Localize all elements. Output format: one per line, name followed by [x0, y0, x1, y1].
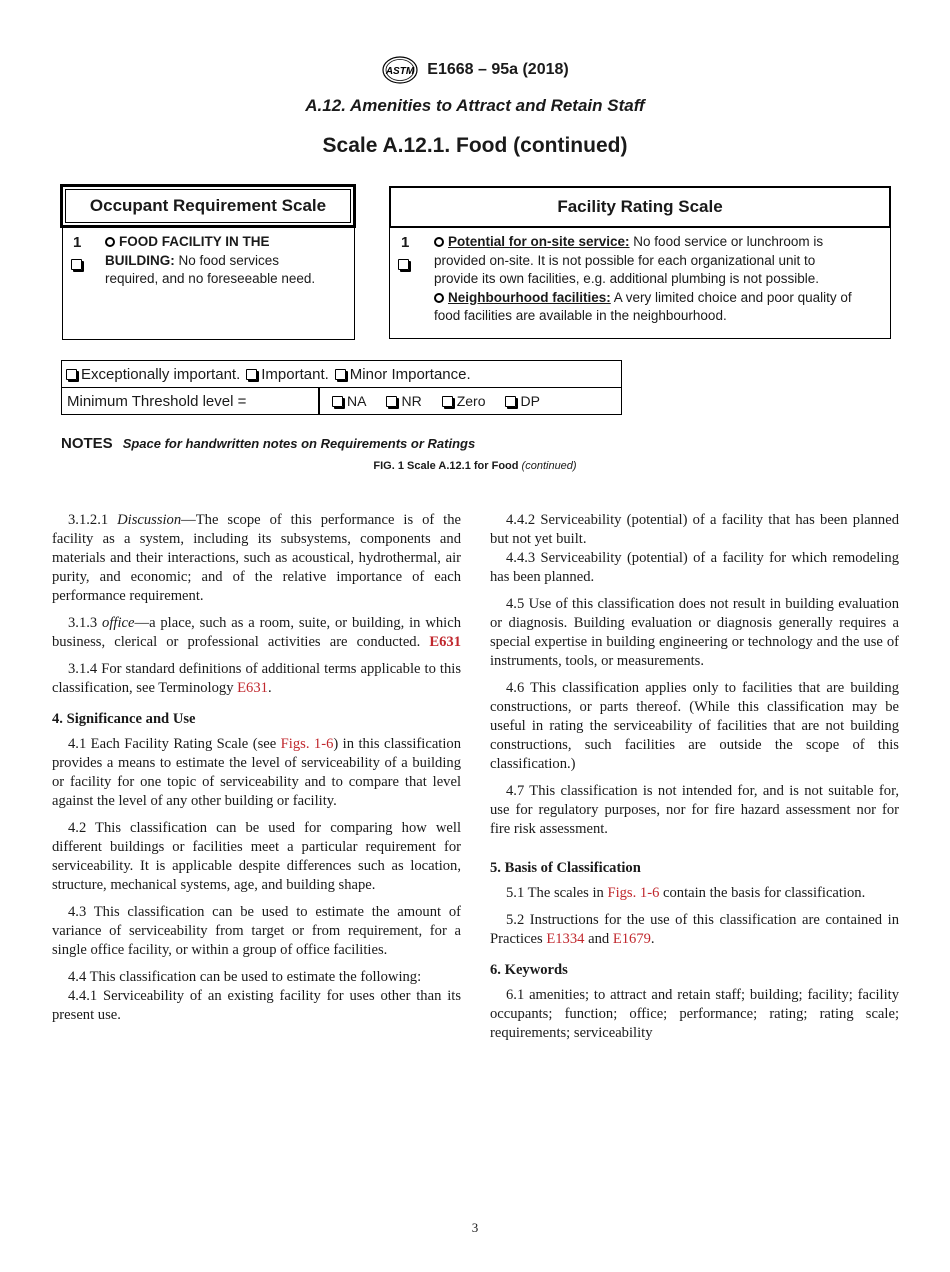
right-column — [490, 511, 899, 1051]
section-title: A.12. Amenities to Attract and Retain Staff — [305, 96, 645, 115]
ref-figs-link-2[interactable]: Figs. 1-6 — [607, 885, 660, 901]
astm-logo-icon — [381, 55, 419, 85]
ref-e1334-link[interactable]: E1334 — [546, 931, 585, 947]
facility-items — [434, 233, 886, 326]
checkbox-icon — [66, 369, 77, 380]
para-3-1-2-1: 3.1.2.1 Discussion—The scope of this performance is of the facility as a system, including its subsystems, components and materials and their interactions, such as acoustical, hydrothermal, air purity, and economic; and of the relative importance of each performance requirement. — [52, 512, 462, 604]
scale-title: Scale A.12.1. Food (continued) — [322, 134, 628, 157]
facility-item1-text: No food service or lunchroom is — [629, 234, 824, 249]
facility-item1-line2: provided on-site. It is not possible for each organizational unit to — [434, 252, 816, 268]
occupant-level-checkbox[interactable] — [71, 256, 82, 274]
figure-caption: FIG. 1 Scale A.12.1 for Food (continued) — [373, 460, 577, 472]
svg-text:ASTM: ASTM — [386, 66, 415, 77]
left-column — [52, 511, 461, 1033]
para-4-4-3: 4.4.3 Serviceability (potential) of a facility for which remodeling has been planned. — [490, 550, 899, 585]
checkbox-icon — [332, 396, 343, 407]
para-4-4-1: 4.4.1 Serviceability of an existing facility for uses other than its present use. — [52, 988, 461, 1023]
facility-item1-line3: provide its own facilities, e.g. additional plumbing is not possible. — [434, 271, 819, 286]
threshold-label: Minimum Threshold level = — [67, 393, 247, 410]
facility-level-checkbox[interactable] — [398, 256, 409, 274]
importance-exceptional[interactable]: Exceptionally important. — [66, 366, 240, 383]
occupant-item-title: FOOD FACILITY IN THE — [119, 234, 270, 249]
checkbox-icon — [386, 396, 397, 407]
threshold-divider — [318, 388, 320, 415]
para-4-6: 4.6 This classification applies only to facilities that are building constructions, or parts thereof. (While this classification may be useful in rating the serviceability of facilities that are not building constructions, such facilities are outside the scope of this classification.) — [490, 680, 899, 772]
checkbox-icon — [246, 369, 257, 380]
facility-level-number: 1 — [401, 234, 410, 251]
occupant-scale-body — [62, 228, 355, 340]
para-4-3: 4.3 This classification can be used to estimate the amount of variance of serviceability from target or from requirement, for a single office facility, or within a group of office facilities. — [52, 904, 461, 958]
heading-section-6: 6. Keywords — [490, 962, 568, 978]
checkbox-icon — [442, 396, 453, 407]
circle-option-icon — [105, 237, 115, 247]
occupant-item-title-2: BUILDING: — [105, 252, 175, 268]
ref-figs-link[interactable]: Figs. 1-6 — [280, 736, 334, 752]
occupant-item — [105, 233, 345, 289]
occupant-level-number: 1 — [73, 234, 82, 251]
importance-table — [61, 360, 622, 415]
ref-e631-link-2[interactable]: E631 — [237, 680, 268, 696]
checkbox-icon — [398, 259, 409, 270]
para-5-2: 5.2 Instructions for the use of this classification are contained in Practices E1334 and E1679. — [490, 912, 899, 947]
occupant-item-text-2: required, and no foreseeable need. — [105, 271, 316, 286]
occupant-item-text: No food services — [174, 252, 280, 268]
para-4-5: 4.5 Use of this classification does not result in building evaluation or diagnosis. Building evaluation or diagnosis generally requires a special expertise in building engineering or technology and the use of instruments, tools, or measurements. — [490, 596, 899, 669]
ref-e1679-link[interactable]: E1679 — [612, 931, 651, 947]
threshold-options — [332, 393, 560, 409]
importance-row — [62, 361, 621, 388]
checkbox-icon — [71, 259, 82, 270]
ref-e631-link[interactable]: E631 — [429, 634, 461, 650]
facility-item1-title: Potential for on-site service: — [448, 234, 630, 249]
threshold-option-nr[interactable]: NR — [386, 393, 421, 409]
notes-label: NOTES — [61, 435, 113, 452]
facility-item2-text: A very limited choice and poor quality of — [610, 289, 852, 305]
facility-scale-header: Facility Rating Scale — [389, 186, 891, 228]
facility-scale-body — [389, 228, 891, 339]
notes-section — [61, 435, 475, 452]
page-number: 3 — [471, 1220, 479, 1235]
threshold-row — [62, 388, 621, 415]
para-3-1-3: 3.1.3 office—a place, such as a room, suite, or building, in which business, clerical or professional activities are conducted. E631 — [52, 615, 461, 650]
occupant-scale-header: Occupant Requirement Scale — [60, 184, 356, 228]
designation: E1668 – 95a (2018) — [427, 61, 569, 78]
para-4-7: 4.7 This classification is not intended for, and is not suitable for, use for regulatory purposes, nor for fire hazard assessment nor for fire risk assessment. — [490, 783, 899, 837]
para-4-2: 4.2 This classification can be used for comparing how well different buildings or facilities meet a particular requirement for serviceability. It is applicable despite differences such as location, structure, mechanical systems, age, and building shape. — [52, 820, 461, 893]
importance-minor[interactable]: Minor Importance. — [335, 366, 471, 383]
para-4-1: 4.1 Each Facility Rating Scale (see Figs. 1-6) in this classification provides a means to estimate the level of serviceability of a building or facility for one topic of serviceability and to compare that level against the level of any other building or facility. — [52, 736, 461, 809]
facility-item2-title: Neighbourhood facilities: — [448, 289, 611, 305]
facility-item2-line2: food facilities are available in the neighbourhood. — [434, 308, 727, 323]
importance-important[interactable]: Important. — [246, 366, 329, 383]
heading-section-4: 4. Significance and Use — [52, 711, 196, 727]
notes-text: Space for handwritten notes on Requirements or Ratings — [122, 436, 476, 451]
checkbox-icon — [335, 369, 346, 380]
para-4-4-2: 4.4.2 Serviceability (potential) of a facility that has been planned but not yet built. — [490, 512, 899, 547]
document-header — [0, 56, 950, 84]
threshold-option-na[interactable]: NA — [332, 393, 366, 409]
checkbox-icon — [505, 396, 516, 407]
circle-option-icon — [434, 293, 444, 303]
circle-option-icon — [434, 237, 444, 247]
threshold-option-dp[interactable]: DP — [505, 393, 539, 409]
para-3-1-4: 3.1.4 For standard definitions of additional terms applicable to this classification, see Terminology E631. — [52, 661, 461, 696]
para-6-1: 6.1 amenities; to attract and retain staff; building; facility; facility occupants; function; office; performance; rating; rating scale; requirements; serviceability — [490, 987, 899, 1041]
para-5-1: 5.1 The scales in Figs. 1-6 contain the basis for classification. — [506, 885, 866, 901]
heading-section-5: 5. Basis of Classification — [490, 860, 641, 876]
para-4-4: 4.4 This classification can be used to estimate the following: — [68, 969, 422, 985]
threshold-option-zero[interactable]: Zero — [442, 393, 486, 409]
